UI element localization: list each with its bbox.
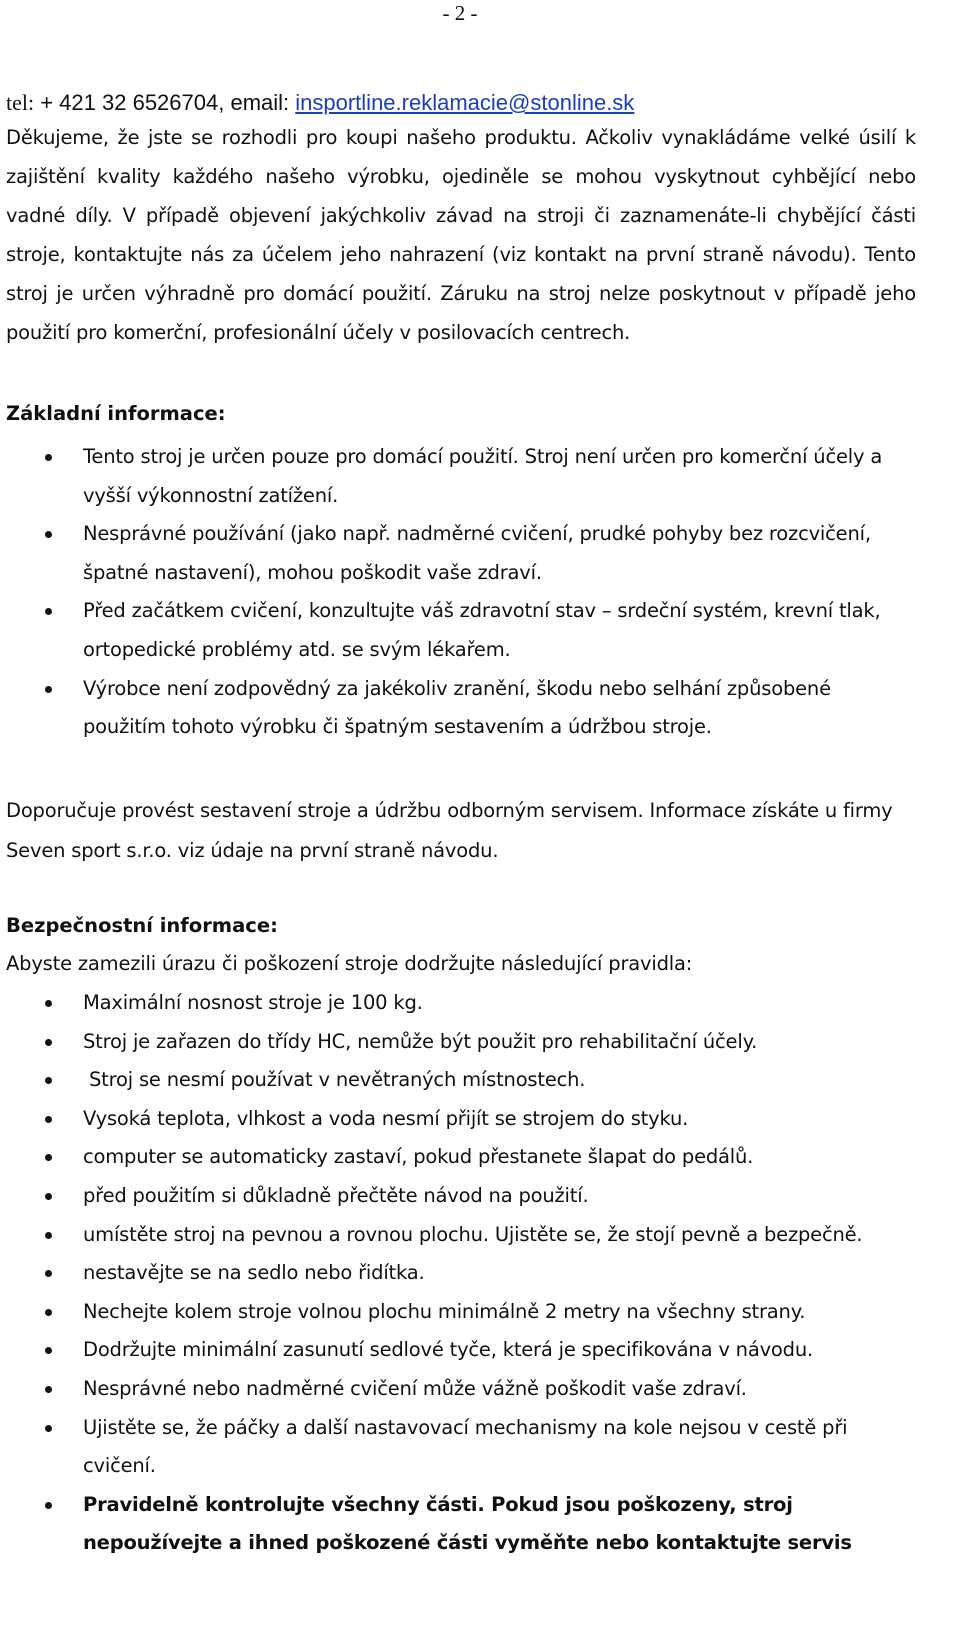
bullet-icon: [45, 1116, 52, 1123]
list-item: Tento stroj je určen pouze pro domácí použití. Stroj není určen pro komerční účely a vyšší výkonnostní zatížení.: [6, 438, 906, 515]
bullet-icon: [45, 1386, 52, 1393]
bullet-icon: [45, 1270, 52, 1277]
list-item: Nesprávné používání (jako např. nadměrné cvičení, prudké pohyby bez rozcvičení, špatné nastavení), mohou poškodit vaše zdraví.: [6, 515, 906, 592]
list-item: Před začátkem cvičení, konzultujte váš zdravotní stav – srdeční systém, krevní tlak, ortopedické problémy atd. se svým lékařem.: [6, 592, 906, 669]
list-item: nestavějte se na sedlo nebo řidítka.: [6, 1254, 906, 1293]
page-number: - 2 -: [442, 1, 478, 25]
list-item: Ujistěte se, že páčky a další nastavovací mechanismy na kole nejsou v cestě při cvičení.: [6, 1409, 906, 1486]
bullet-icon: [45, 1077, 52, 1084]
safety-info-heading: Bezpečnostní informace:: [6, 914, 278, 937]
list-item: před použitím si důkladně přečtěte návod na použití.: [6, 1177, 906, 1216]
service-note-paragraph: Doporučuje provést sestavení stroje a údržbu odborným servisem. Informace získáte u firmy Seven sport s.r.o. viz údaje na první straně návodu.: [6, 799, 893, 862]
bullet-icon: [45, 1347, 52, 1354]
list-item: umístěte stroj na pevnou a rovnou plochu. Ujistěte se, že stojí pevně a bezpečně.: [6, 1216, 906, 1255]
intro-paragraph: Děkujeme, že jste se rozhodli pro koupi našeho produktu. Ačkoliv vynakládáme velké úsilí k zajištění kvality každého našeho výrobku, ojediněle se mohou vyskytnout cyhbějící nebo vadné díly. V případě objevení jakýchkoliv závad na stroji či zaznamenáte-li chybějící části stroje, kontaktujte nás za účelem jeho nahrazení (viz kontakt na první straně návodu). Tento stroj je určen výhradně pro domácí použití. Záruku na stroj nelze poskytnout v případě jeho použití pro komerční, profesionální účely v posilovacích centrech.: [6, 126, 916, 344]
bullet-icon: [45, 1502, 52, 1509]
list-item: Výrobce není zodpovědný za jakékoliv zranění, škodu nebo selhání způsobené použitím tohoto výrobku či špatným sestavením a údržbou stroje.: [6, 670, 906, 747]
tel-label: tel:: [6, 90, 35, 115]
list-item: Vysoká teplota, vlhkost a voda nesmí přijít se strojem do styku.: [6, 1100, 906, 1139]
bullet-icon: [45, 1039, 52, 1046]
bullet-icon: [45, 686, 52, 693]
bullet-icon: [45, 1193, 52, 1200]
list-item: Nechejte kolem stroje volnou plochu minimálně 2 metry na všechny strany.: [6, 1293, 906, 1332]
safety-info-intro: Abyste zamezili úrazu či poškození stroje dodržujte následující pravidla:: [6, 952, 693, 975]
bullet-icon: [45, 1154, 52, 1161]
list-item: Dodržujte minimální zasunutí sedlové tyče, která je specifikována v návodu.: [6, 1331, 906, 1370]
contact-line: [6, 88, 634, 118]
bullet-icon: [45, 1309, 52, 1316]
list-item: computer se automaticky zastaví, pokud přestanete šlapat do pedálů.: [6, 1138, 906, 1177]
bullet-icon: [45, 1000, 52, 1007]
bullet-icon: [45, 454, 52, 461]
list-item: Stroj se nesmí používat v nevětraných místnostech.: [6, 1061, 906, 1100]
list-item: Nesprávné nebo nadměrné cvičení může vážně poškodit vaše zdraví.: [6, 1370, 906, 1409]
bullet-icon: [45, 1425, 52, 1432]
email-link[interactable]: insportline.reklamacie@stonline.sk: [295, 90, 635, 115]
bullet-icon: [45, 531, 52, 538]
list-item: Pravidelně kontrolujte všechny části. Pokud jsou poškozeny, stroj nepoužívejte a ihned poškozené části vyměňte nebo kontaktujte servis: [6, 1486, 906, 1563]
basic-info-heading: Základní informace:: [6, 402, 226, 425]
bullet-icon: [45, 1232, 52, 1239]
contact-text: + 421 32 6526704, email:: [34, 90, 296, 115]
basic-info-list: [6, 438, 906, 747]
safety-info-list: [6, 984, 906, 1563]
bullet-icon: [45, 608, 52, 615]
list-item: Maximální nosnost stroje je 100 kg.: [6, 984, 906, 1023]
list-item: Stroj je zařazen do třídy HC, nemůže být použit pro rehabilitační účely.: [6, 1023, 906, 1062]
